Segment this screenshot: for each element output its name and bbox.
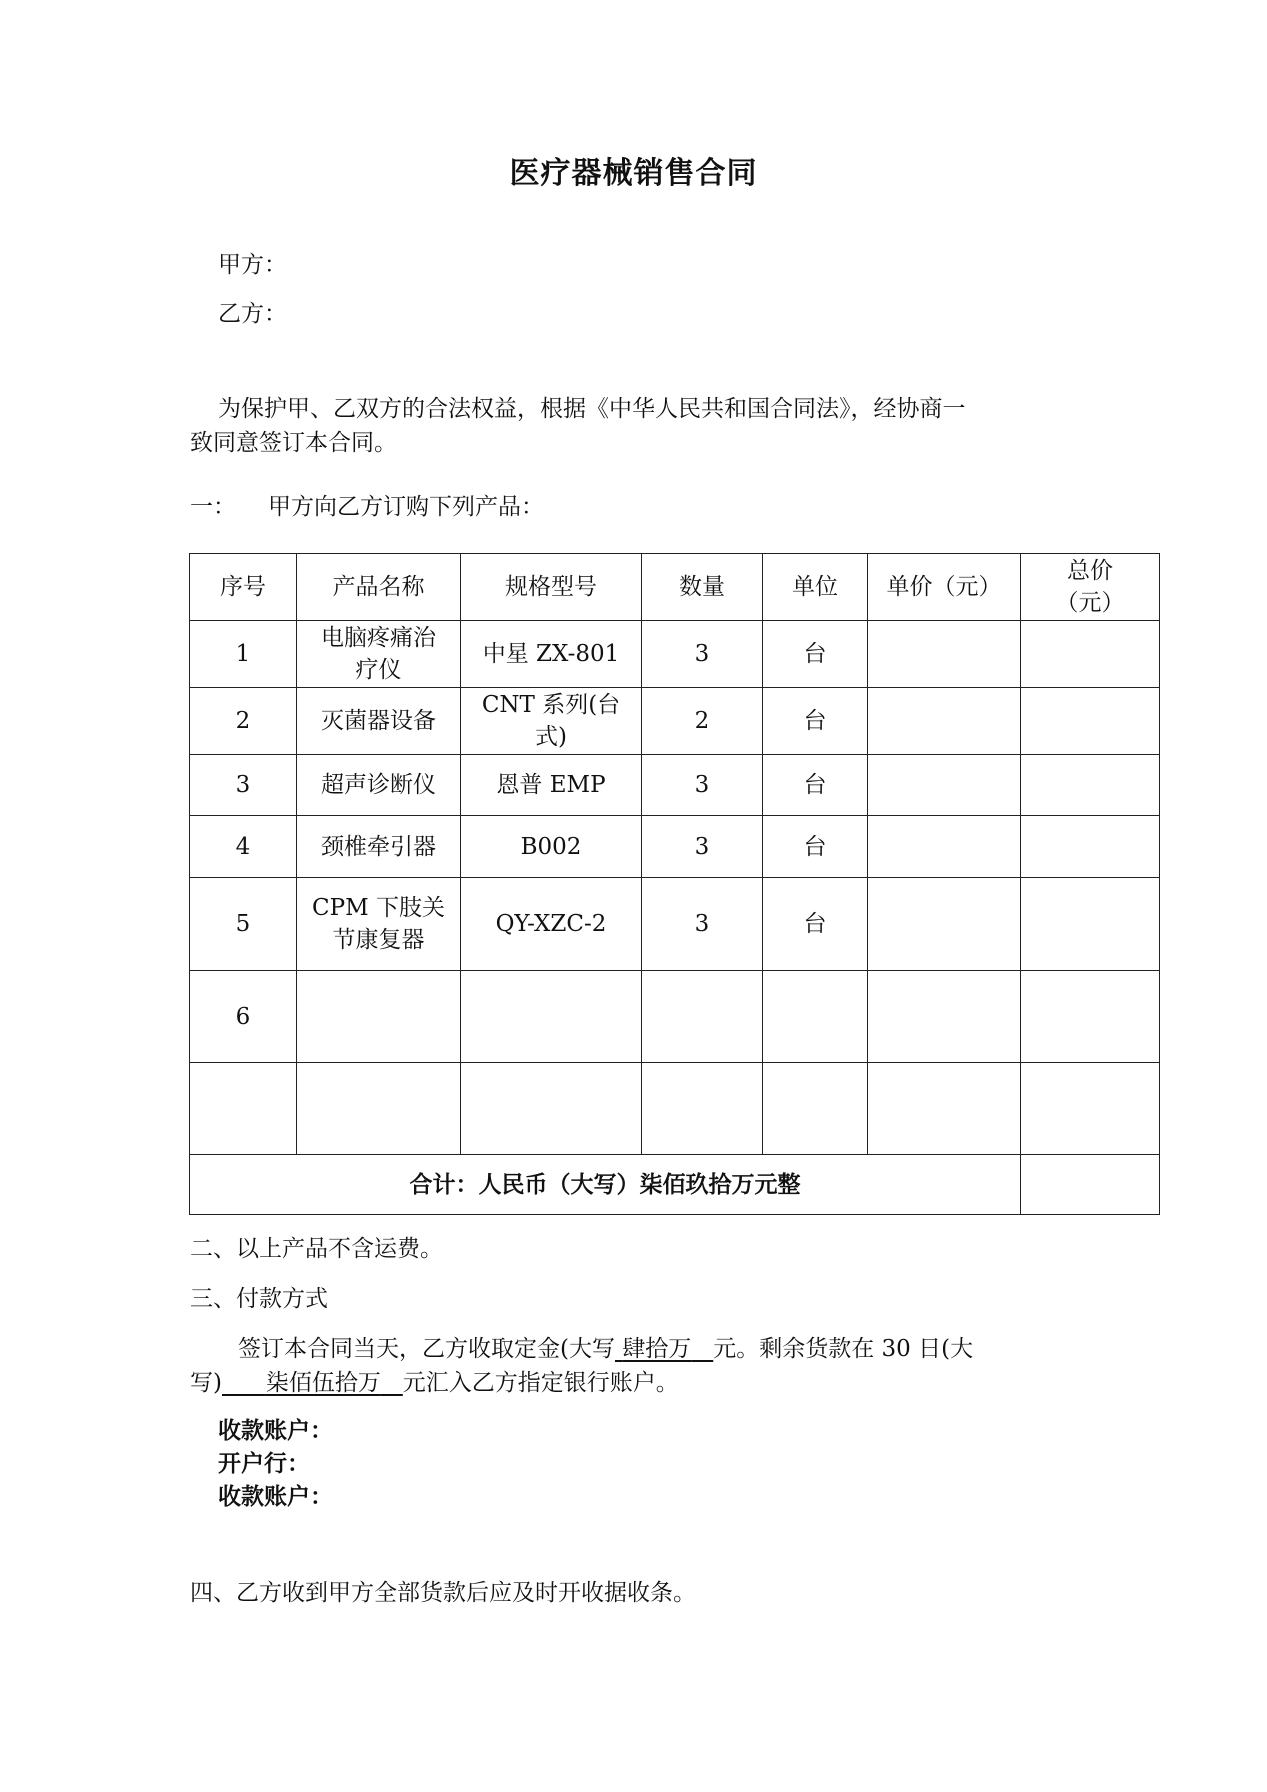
product-qty: 3 (642, 878, 763, 971)
contract-title: 医疗器械销售合同 (509, 156, 758, 191)
bank-account-label-1: 收款账户： (218, 1418, 333, 1444)
row-number: 4 (190, 816, 297, 878)
product-name-line-2: 疗仪 (355, 657, 402, 683)
product-unit: 台 (763, 878, 868, 971)
product-unit: 台 (763, 755, 868, 816)
product-spec (461, 1063, 642, 1155)
bank-account-label-2: 收款账户： (218, 1484, 333, 1510)
product-unit: 台 (763, 816, 868, 878)
product-qty: 3 (642, 621, 763, 688)
header-cell: 序号 (190, 554, 297, 621)
balance-amount-text: 柒佰伍拾万 (265, 1370, 381, 1396)
product-spec: 中星 ZX-801 (461, 621, 642, 688)
section-2: 二、以上产品不含运费。 (190, 1236, 443, 1262)
total-price (1021, 621, 1160, 688)
header-total-line-1: 总价 (1067, 558, 1113, 584)
unit-price (868, 878, 1021, 971)
product-name (297, 621, 461, 688)
table-row (190, 1063, 1160, 1155)
total-price (1021, 1063, 1160, 1155)
total-price (1021, 755, 1160, 816)
product-qty (642, 1063, 763, 1155)
section-1-text: 甲方向乙方订购下列产品： (268, 494, 544, 520)
payment-line-2-start: 写) (190, 1370, 222, 1396)
payment-line-1-end: 元。剩余货款在 30 日(大 (713, 1336, 974, 1362)
row-number: 3 (190, 755, 297, 816)
sum-value (1021, 1155, 1160, 1215)
total-price (1021, 878, 1160, 971)
row-number (190, 1063, 297, 1155)
intro-line-1: 为保护甲、乙双方的合法权益，根据《中华人民共和国合同法》，经协商一 (218, 396, 966, 422)
payment-line-2 (190, 1366, 679, 1400)
product-table (189, 553, 1160, 1215)
unit-price (868, 971, 1021, 1063)
unit-price (868, 688, 1021, 755)
product-spec (461, 971, 642, 1063)
product-name-line-1: CPM 下肢关 (312, 895, 445, 921)
product-spec: QY-XZC-2 (461, 878, 642, 971)
table-row (190, 878, 1160, 971)
product-name (297, 1063, 461, 1155)
product-name (297, 878, 461, 971)
section-3-heading: 三、付款方式 (190, 1286, 328, 1312)
table-row (190, 688, 1160, 755)
deposit-amount-text: 肆拾万 (622, 1336, 692, 1362)
product-name: 超声诊断仪 (297, 755, 461, 816)
product-spec: B002 (461, 816, 642, 878)
header-total-line-2: （元） (1055, 590, 1125, 616)
payment-line-1-start: 签订本合同当天，乙方收取定金(大写 (238, 1336, 615, 1362)
balance-amount (222, 1370, 403, 1396)
header-cell: 产品名称 (297, 554, 461, 621)
total-price (1021, 816, 1160, 878)
product-unit: 台 (763, 621, 868, 688)
party-a-label: 甲方： (218, 252, 287, 278)
row-number: 6 (190, 971, 297, 1063)
payment-line-1 (238, 1332, 973, 1366)
header-cell: 单位 (763, 554, 868, 621)
bank-name-label: 开户行： (218, 1451, 310, 1477)
product-qty: 3 (642, 816, 763, 878)
product-spec-line-1: CNT 系列(台 (481, 692, 621, 718)
row-number: 5 (190, 878, 297, 971)
table-row (190, 621, 1160, 688)
product-spec: 恩普 EMP (461, 755, 642, 816)
header-cell: 单价（元） (868, 554, 1021, 621)
table-row (190, 971, 1160, 1063)
sum-label: 合计：人民币（大写）柒佰玖拾万元整 (190, 1155, 1021, 1215)
unit-price (868, 816, 1021, 878)
header-cell: 数量 (642, 554, 763, 621)
product-qty: 2 (642, 688, 763, 755)
payment-line-2-end: 元汇入乙方指定银行账户。 (402, 1370, 679, 1396)
deposit-amount (615, 1336, 713, 1362)
product-spec-line-2: 式) (535, 724, 567, 750)
product-name-line-2: 节康复器 (332, 927, 425, 953)
header-cell: 规格型号 (461, 554, 642, 621)
product-unit: 台 (763, 688, 868, 755)
table-header-row (190, 554, 1160, 621)
section-1-number: 一： (190, 494, 236, 520)
product-unit (763, 971, 868, 1063)
party-b-label: 乙方： (218, 301, 287, 327)
product-qty (642, 971, 763, 1063)
section-4: 四、乙方收到甲方全部货款后应及时开收据收条。 (190, 1580, 696, 1606)
product-qty: 3 (642, 755, 763, 816)
unit-price (868, 1063, 1021, 1155)
product-spec (461, 688, 642, 755)
product-unit (763, 1063, 868, 1155)
row-number: 2 (190, 688, 297, 755)
row-number: 1 (190, 621, 297, 688)
table-row (190, 816, 1160, 878)
total-price (1021, 971, 1160, 1063)
product-name (297, 971, 461, 1063)
header-cell-total (1021, 554, 1160, 621)
total-price (1021, 688, 1160, 755)
table-sum-row (190, 1155, 1160, 1215)
unit-price (868, 621, 1021, 688)
intro-line-2: 致同意签订本合同。 (190, 430, 397, 456)
unit-price (868, 755, 1021, 816)
product-name-line-1: 电脑疼痛治 (321, 625, 436, 651)
product-name: 灭菌器设备 (297, 688, 461, 755)
product-name: 颈椎牵引器 (297, 816, 461, 878)
table-row (190, 755, 1160, 816)
